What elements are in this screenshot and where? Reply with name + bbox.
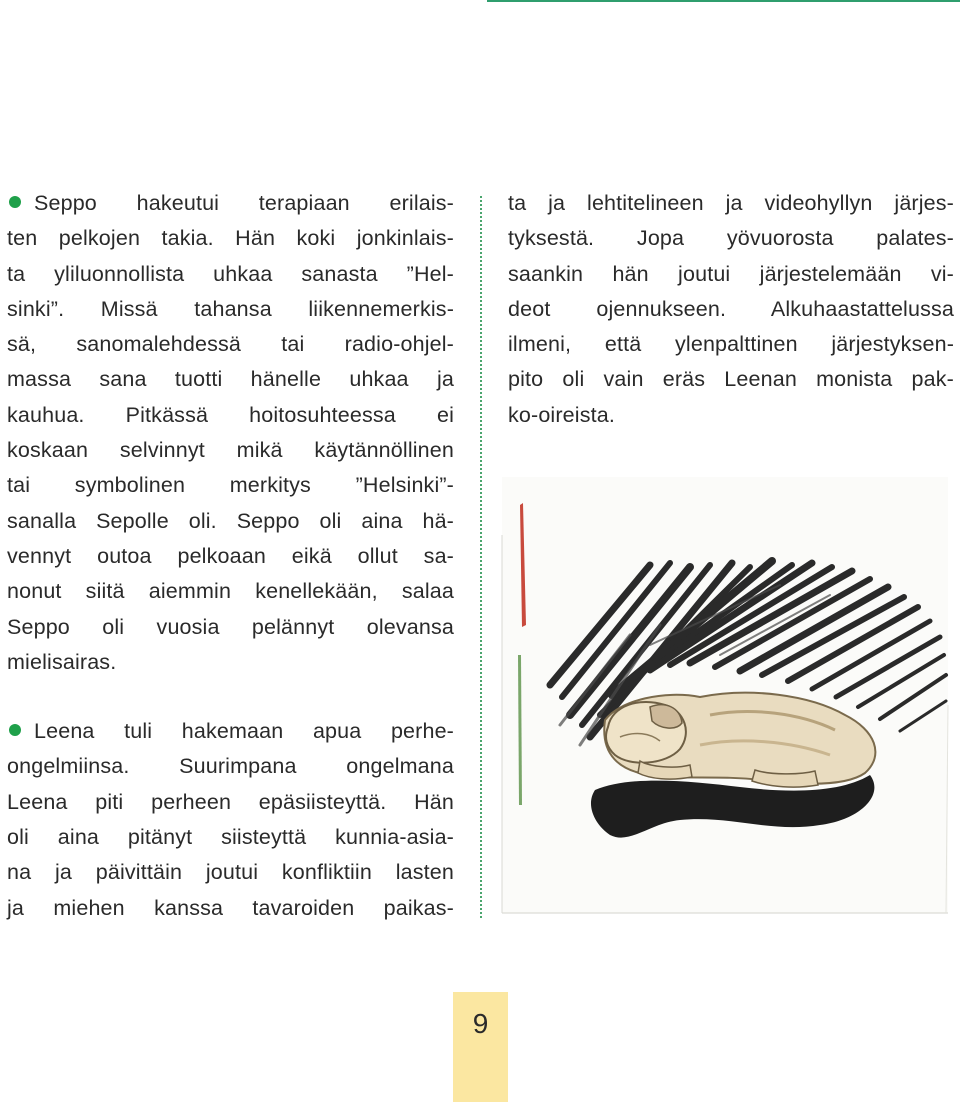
text-line: ilmeni, että ylenpalttinen järjestyksen-	[508, 332, 954, 357]
text-line: koskaan selvinnyt mikä käytännöllinen	[7, 438, 454, 463]
text-line: vennyt outoa pelkoaan eikä ollut sa-	[7, 543, 454, 568]
text-line: Leena tuli hakemaan apua perhe-	[7, 714, 454, 749]
bullet-icon	[9, 196, 21, 208]
text-line: deot ojennukseen. Alkuhaastattelussa	[508, 296, 954, 321]
text-line: saankin hän joutui järjestelemään vi-	[508, 261, 954, 286]
text-line: massa sana tuotti hänelle uhkaa ja	[7, 367, 454, 392]
text-line: ta yliluonnollista uhkaa sanasta ”Hel-	[7, 261, 454, 286]
text-line: mielisairas.	[7, 649, 117, 674]
text-line: ongelmiinsa. Suurimpana ongelmana	[7, 754, 454, 779]
sleeping-dog-illustration	[500, 475, 950, 915]
text-line: sinki”. Missä tahansa liikennemerkis-	[7, 296, 454, 321]
text-line: ta ja lehtitelineen ja videohyllyn järjes-	[508, 191, 954, 215]
text-line: Seppo oli vuosia pelännyt olevansa	[7, 614, 454, 639]
text-line: na ja päivittäin joutui konfliktiin lasten	[7, 860, 454, 885]
text-line: sanalla Sepolle oli. Seppo oli aina hä-	[7, 508, 454, 533]
text-line: oli aina pitänyt siisteyttä kunnia-asia-	[7, 825, 454, 850]
paragraph-seppo	[7, 186, 454, 680]
paragraph-leena	[7, 714, 454, 926]
text-line: kauhua. Pitkässä hoitosuhteessa ei	[7, 402, 454, 427]
text-line: ten pelkojen takia. Hän koki jonkinlais-	[7, 226, 454, 251]
text-line: tai symbolinen merkitys ”Helsinki”-	[7, 473, 454, 498]
top-rule	[487, 0, 960, 2]
text-line: nonut siitä aiemmin kenellekään, salaa	[7, 579, 454, 604]
text-line: Seppo hakeutui terapiaan erilais-	[7, 186, 454, 221]
left-column	[7, 186, 454, 926]
text-line: ko-oireista.	[508, 402, 615, 427]
text-line: pito oli vain eräs Leenan monista pak-	[508, 367, 954, 392]
page-number: 9	[472, 1008, 489, 1039]
text-line: tyksestä. Jopa yövuorosta palates-	[508, 226, 954, 251]
paragraph-leena-continued	[508, 186, 954, 433]
text-line: ja miehen kanssa tavaroiden paikas-	[7, 895, 454, 920]
page-number-box	[453, 992, 508, 1102]
text-line: Leena piti perheen epäsiisteyttä. Hän	[7, 789, 454, 814]
text-line: sä, sanomalehdessä tai radio-ohjel-	[7, 332, 454, 357]
bullet-icon	[9, 724, 21, 736]
column-divider	[480, 196, 482, 918]
right-column	[508, 186, 954, 433]
